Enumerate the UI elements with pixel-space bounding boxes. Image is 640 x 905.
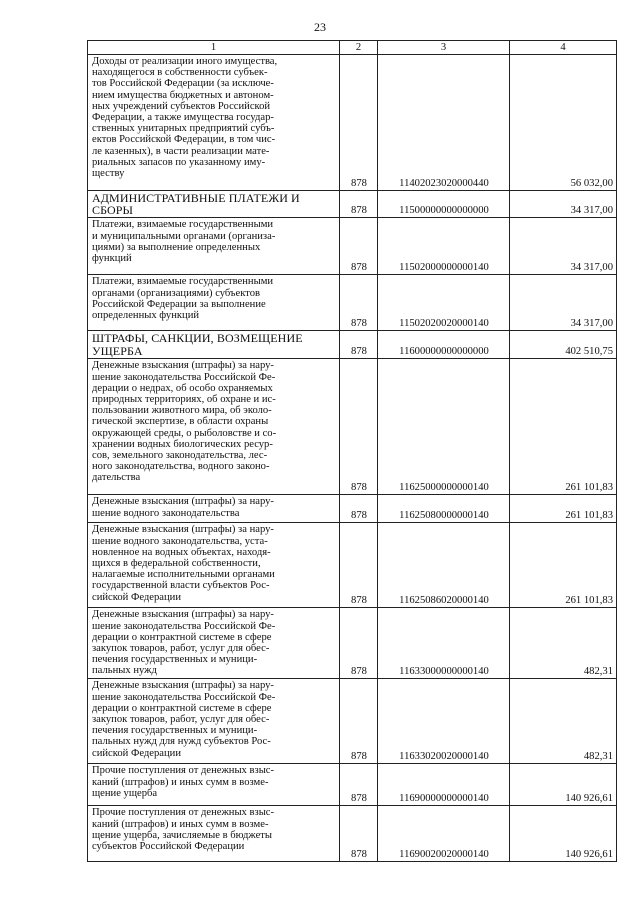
description-cell: Денежные взыскания (штрафы) за нару- шение законодательства Российской Фе- дерации о недрах, об особо охраняемых природных территориях, об охране и ис- пользовании животного мира, об эколо- гической экспертизе, в области охраны окружающей среды, о рыболовстве и со- хранении водных биологических ресур- сов, земельного законодательства, лес- ного законодательства, водного законо- дательства bbox=[88, 359, 340, 495]
budget-code-cell: 11625000000000140 bbox=[378, 359, 510, 495]
amount-cell: 56 032,00 bbox=[510, 55, 617, 191]
table-row bbox=[88, 495, 617, 523]
amount-cell: 140 926,61 bbox=[510, 764, 617, 806]
amount-cell: 402 510,75 bbox=[510, 331, 617, 359]
description-cell: Денежные взыскания (штрафы) за нару- шение водного законодательства, уста- новленное на водных объектах, находя- щихся в федеральной собственности, налагаемые исполнительными органами государственной власти субъектов Рос- сийской Федерации bbox=[88, 523, 340, 608]
admin-code-cell: 878 bbox=[340, 191, 378, 218]
budget-code-cell: 11502020020000140 bbox=[378, 275, 510, 331]
table-row bbox=[88, 359, 617, 495]
description-cell: Доходы от реализации иного имущества, находящегося в собственности субъек- тов Российской Федерации (за исключе- нием имущества бюджетных и автоном- ных учреждений субъектов Российской Федерации, а также имущества государ- ственных унитарных предприятий субъ- ектов Российской Федерации, в том чис- ле казенных), в части реализации мате- риальных запасов по указанному иму- ществу bbox=[88, 55, 340, 191]
amount-cell: 34 317,00 bbox=[510, 191, 617, 218]
budget-code-cell: 11625086020000140 bbox=[378, 523, 510, 608]
header-cell: 1 bbox=[88, 41, 340, 55]
description-cell: Денежные взыскания (штрафы) за нару- шение законодательства Российской Фе- дерации о контрактной системе в сфере закупок товаров, работ, услуг для обес- печения государственных и муници- пальных нужд для нужд субъектов Рос- сийской Федерации bbox=[88, 679, 340, 764]
admin-code-cell: 878 bbox=[340, 495, 378, 523]
amount-cell: 34 317,00 bbox=[510, 218, 617, 275]
budget-code-cell: 11690020020000140 bbox=[378, 806, 510, 862]
section-heading-cell: ШТРАФЫ, САНКЦИИ, ВОЗМЕЩЕНИЕ УЩЕРБА bbox=[88, 331, 340, 359]
table-header-row bbox=[88, 41, 617, 55]
header-cell: 2 bbox=[340, 41, 378, 55]
table-row bbox=[88, 55, 617, 191]
amount-cell: 34 317,00 bbox=[510, 275, 617, 331]
budget-code-cell: 11600000000000000 bbox=[378, 331, 510, 359]
admin-code-cell: 878 bbox=[340, 55, 378, 191]
header-cell: 4 bbox=[510, 41, 617, 55]
table-row bbox=[88, 806, 617, 862]
table-row bbox=[88, 608, 617, 679]
section-heading-cell: АДМИНИСТРАТИВНЫЕ ПЛАТЕЖИ И СБОРЫ bbox=[88, 191, 340, 218]
description-cell: Прочие поступления от денежных взыс- каний (штрафов) и иных сумм в возме- щение ущерба, зачисляемые в бюджеты субъектов Российской Федерации bbox=[88, 806, 340, 862]
admin-code-cell: 878 bbox=[340, 523, 378, 608]
description-cell: Прочие поступления от денежных взыс- каний (штрафов) и иных сумм в возме- щение ущерба bbox=[88, 764, 340, 806]
admin-code-cell: 878 bbox=[340, 359, 378, 495]
amount-cell: 261 101,83 bbox=[510, 523, 617, 608]
description-cell: Денежные взыскания (штрафы) за нару- шение водного законодательства bbox=[88, 495, 340, 523]
description-cell: Денежные взыскания (штрафы) за нару- шение законодательства Российской Фе- дерации о контрактной системе в сфере закупок товаров, работ, услуг для обес- печения государственных и муници- пальных нужд bbox=[88, 608, 340, 679]
table-row bbox=[88, 275, 617, 331]
admin-code-cell: 878 bbox=[340, 806, 378, 862]
table-row bbox=[88, 218, 617, 275]
page-number: 23 bbox=[314, 20, 326, 34]
budget-code-cell: 11502000000000140 bbox=[378, 218, 510, 275]
budget-code-cell: 11500000000000000 bbox=[378, 191, 510, 218]
amount-cell: 140 926,61 bbox=[510, 806, 617, 862]
admin-code-cell: 878 bbox=[340, 218, 378, 275]
admin-code-cell: 878 bbox=[340, 608, 378, 679]
table-row bbox=[88, 679, 617, 764]
header-cell: 3 bbox=[378, 41, 510, 55]
table-row bbox=[88, 764, 617, 806]
description-cell: Платежи, взимаемые государственными органами (организациями) субъектов Российской Федерации за выполнение определенных функций bbox=[88, 275, 340, 331]
budget-code-cell: 11633000000000140 bbox=[378, 608, 510, 679]
revenue-table bbox=[87, 40, 617, 862]
amount-cell: 482,31 bbox=[510, 679, 617, 764]
table-row bbox=[88, 331, 617, 359]
admin-code-cell: 878 bbox=[340, 275, 378, 331]
amount-cell: 261 101,83 bbox=[510, 359, 617, 495]
table-row bbox=[88, 523, 617, 608]
budget-code-cell: 11690000000000140 bbox=[378, 764, 510, 806]
budget-code-cell: 11402023020000440 bbox=[378, 55, 510, 191]
admin-code-cell: 878 bbox=[340, 331, 378, 359]
budget-code-cell: 11633020020000140 bbox=[378, 679, 510, 764]
description-cell: Платежи, взимаемые государственными и муниципальными органами (организа- циями) за выполнение определенных функций bbox=[88, 218, 340, 275]
admin-code-cell: 878 bbox=[340, 679, 378, 764]
admin-code-cell: 878 bbox=[340, 764, 378, 806]
amount-cell: 482,31 bbox=[510, 608, 617, 679]
budget-code-cell: 11625080000000140 bbox=[378, 495, 510, 523]
amount-cell: 261 101,83 bbox=[510, 495, 617, 523]
table-row bbox=[88, 191, 617, 218]
